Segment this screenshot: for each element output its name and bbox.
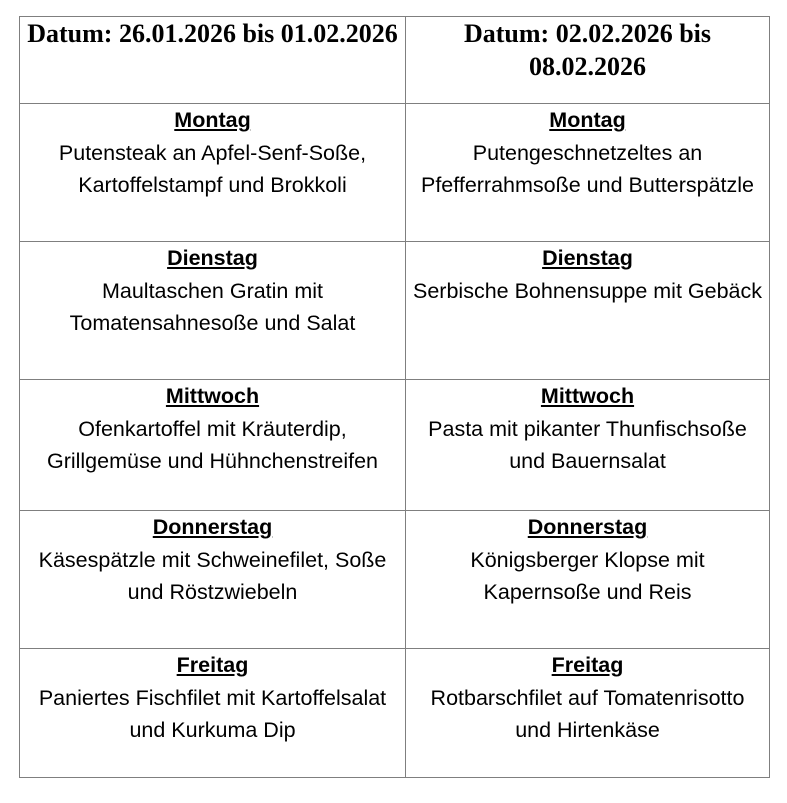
- day-name: Donnerstag: [152, 515, 273, 539]
- week-1-friday-cell: [20, 649, 406, 778]
- table-row: [20, 380, 770, 511]
- dish-text: Maultaschen Gratin mit Tomatensahnesoße und Salat: [69, 278, 356, 335]
- week-2-date-header: Datum: 02.02.2026 bis 08.02.2026: [406, 17, 770, 104]
- dish-text: Paniertes Fischfilet mit Kartoffelsalat und Kurkuma Dip: [38, 685, 387, 742]
- meal-plan-table: [19, 16, 770, 778]
- day-name: Dienstag: [167, 246, 258, 270]
- day-name: Dienstag: [542, 246, 633, 270]
- table-row: [20, 511, 770, 649]
- day-name: Freitag: [176, 653, 249, 677]
- day-name: Donnerstag: [527, 515, 648, 539]
- week-2-wednesday-cell: [406, 380, 770, 511]
- week-2-thursday-cell: [406, 511, 770, 649]
- day-name: Montag: [549, 108, 626, 132]
- day-name: Freitag: [551, 653, 624, 677]
- table-row: [20, 242, 770, 380]
- dish-text: Pasta mit pikanter Thunfischsoße und Bauernsalat: [428, 416, 747, 473]
- week-2-friday-cell: [406, 649, 770, 778]
- week-1-date-header: Datum: 26.01.2026 bis 01.02.2026: [20, 17, 406, 104]
- dish-text: Serbische Bohnensuppe mit Gebäck: [413, 278, 762, 303]
- week-1-thursday-cell: [20, 511, 406, 649]
- table-row: [20, 649, 770, 778]
- week-2-monday-cell: [406, 104, 770, 242]
- day-name: Mittwoch: [540, 384, 635, 408]
- header-row: [20, 17, 770, 104]
- week-2-tuesday-cell: [406, 242, 770, 380]
- dish-text: Königsberger Klopse mit Kapernsoße und Reis: [470, 547, 705, 604]
- week-1-wednesday-cell: [20, 380, 406, 511]
- dish-text: Ofenkartoffel mit Kräuterdip, Grillgemüse und Hühnchenstreifen: [46, 416, 379, 473]
- table-row: [20, 104, 770, 242]
- dish-text: Käsespätzle mit Schweinefilet, Soße und Röstzwiebeln: [38, 547, 387, 604]
- week-1-monday-cell: [20, 104, 406, 242]
- day-name: Montag: [174, 108, 251, 132]
- week-1-tuesday-cell: [20, 242, 406, 380]
- dish-text: Putengeschnetzeltes an Pfefferrahmsoße und Butterspätzle: [420, 140, 755, 197]
- dish-text: Putensteak an Apfel-Senf-Soße, Kartoffelstampf und Brokkoli: [58, 140, 367, 197]
- dish-text: Rotbarschfilet auf Tomatenrisotto und Hirtenkäse: [430, 685, 745, 742]
- day-name: Mittwoch: [165, 384, 260, 408]
